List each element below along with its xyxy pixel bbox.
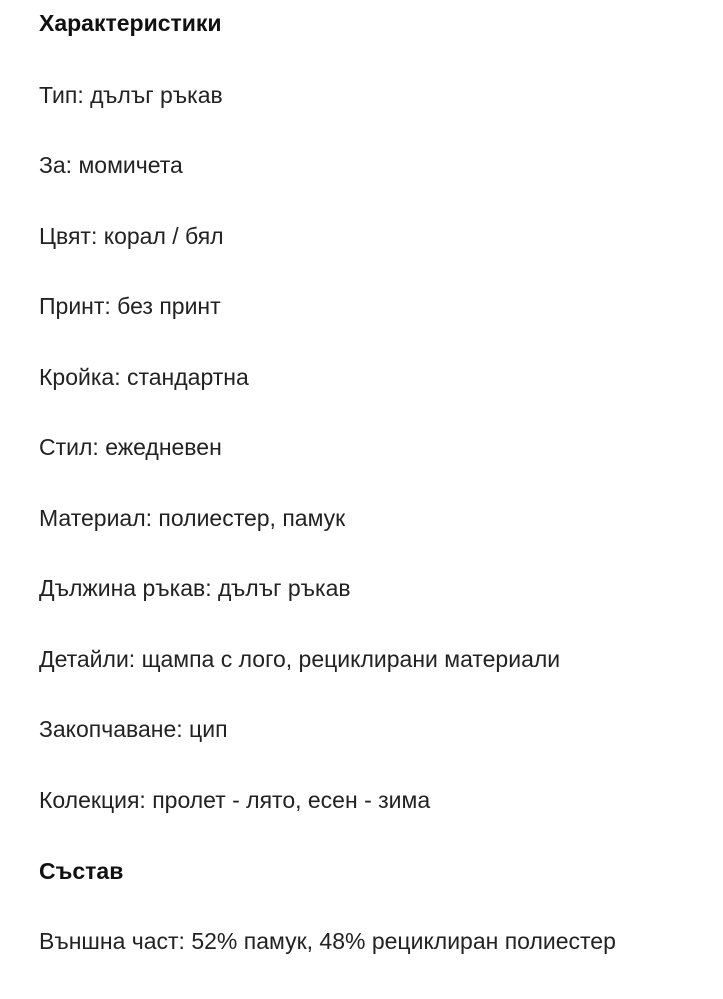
spec-collection: Колекция: пролет - лято, есен - зима [39,787,431,813]
characteristics-heading: Характеристики [39,10,222,36]
spec-type: Тип: дълъг ръкав [39,82,223,108]
spec-print: Принт: без принт [39,293,221,319]
spec-for: За: момичета [39,152,183,178]
composition-heading: Състав [39,858,124,884]
spec-material: Материал: полиестер, памук [39,505,346,531]
spec-fastening: Закопчаване: цип [39,716,228,742]
spec-sleeve-length: Дължина ръкав: дълъг ръкав [39,575,351,601]
composition-outer: Външна част: 52% памук, 48% рециклиран полиестер [39,928,616,954]
spec-details: Детайли: щампа с лого, рециклирани материали [39,646,561,672]
spec-style: Стил: ежедневен [39,434,222,460]
spec-color: Цвят: корал / бял [39,223,224,249]
spec-fit: Кройка: стандартна [39,364,249,390]
